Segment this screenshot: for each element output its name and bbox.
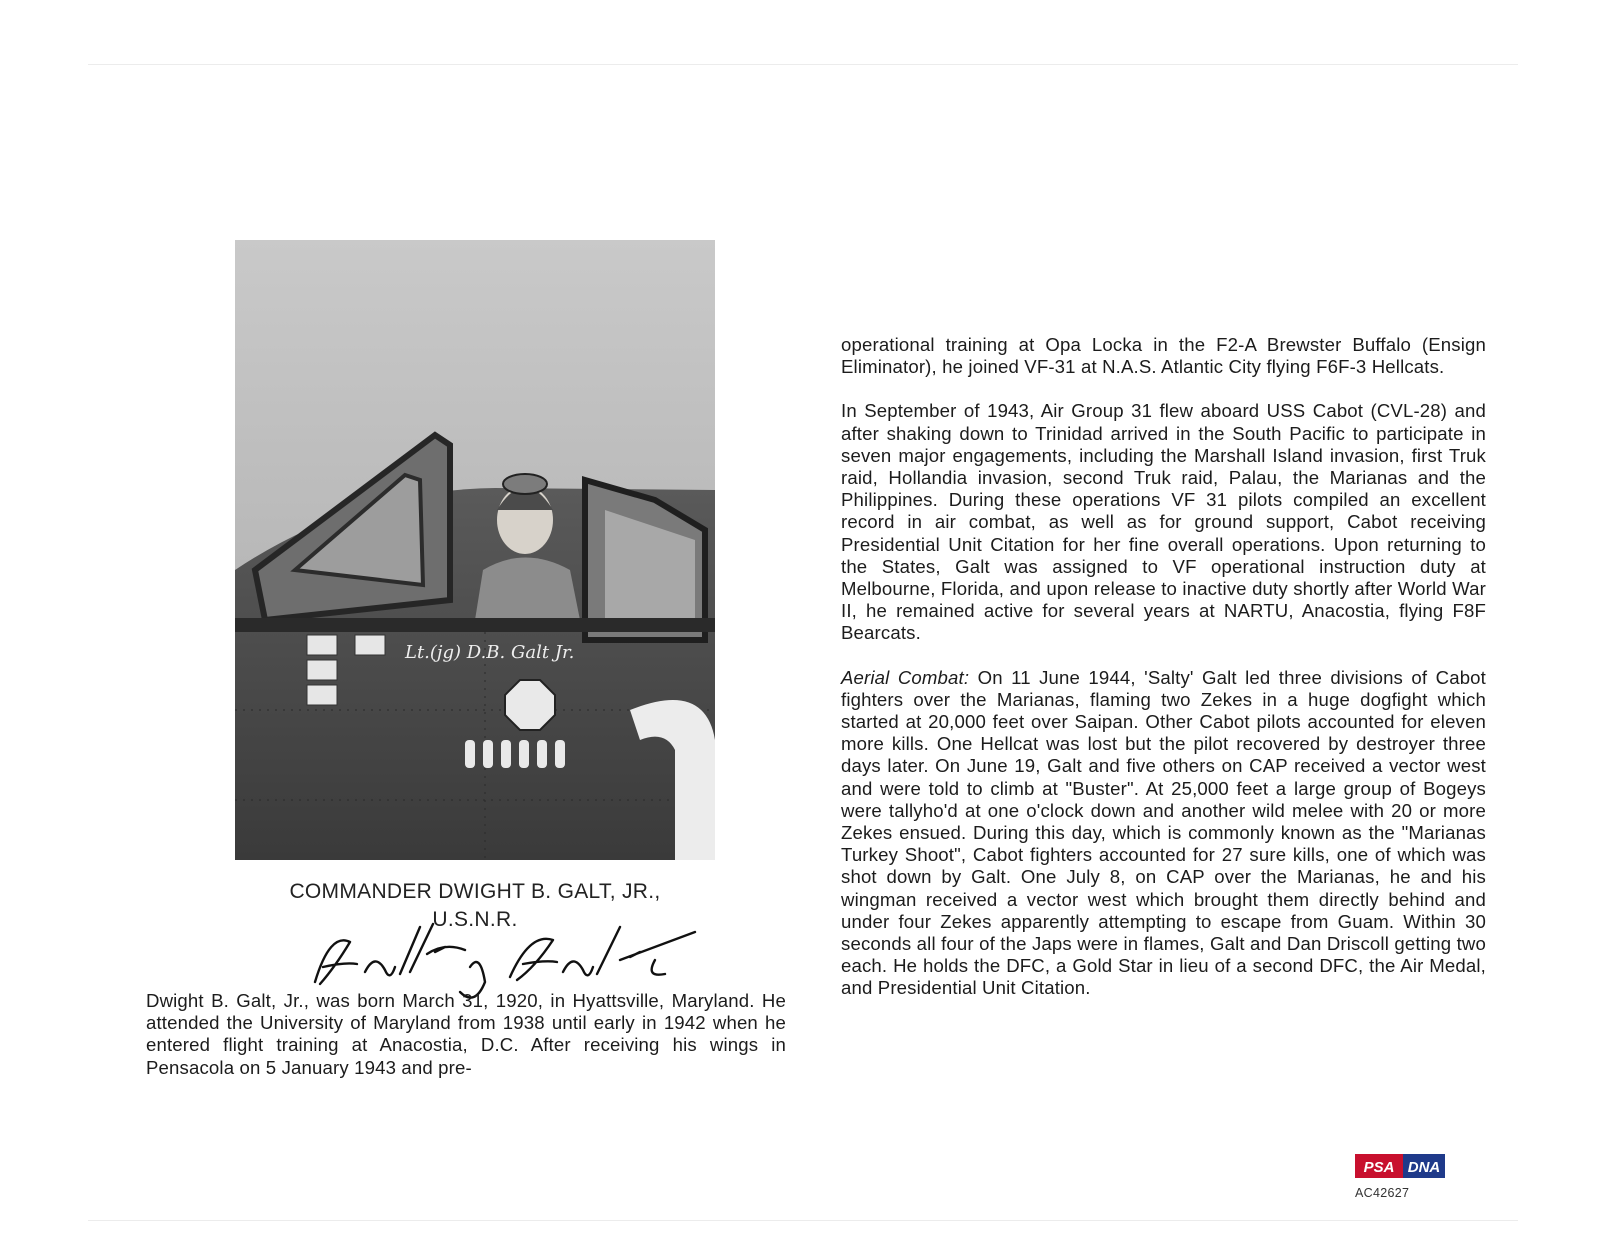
psa-dna-logo bbox=[1355, 1154, 1445, 1178]
caption-rank: U.S.N.R. bbox=[432, 908, 518, 931]
bio-paragraph-service: In September of 1943, Air Group 31 flew aboard USS Cabot (CVL-28) and after shaking down to Trinidad arrived in the South Pacific to participate in seven major engagements, including the Marshall Island invasion, first Truk raid, Hollandia invasion, second Truk raid, Palau, the Marianas and the Philippines. During these operations VF 31 pilots compiled an excellent record in air combat, as well as for ground support, Cabot receiving Presidential Unit Citation for her fine overall operations. Upon returning to the States, Galt was assigned to VF operational instruction duty at Melbourne, Florida, and upon release to inactive duty shortly after World War II, he remained active for several years at NARTU, Anacostia, flying F8F Bearcats. bbox=[841, 400, 1486, 644]
top-divider bbox=[88, 64, 1518, 65]
bio-paragraph-combat bbox=[841, 667, 1486, 1000]
bottom-divider bbox=[88, 1220, 1518, 1221]
svg-text:PSA: PSA bbox=[1363, 1159, 1395, 1176]
pilot-photo bbox=[235, 240, 715, 860]
svg-text:DNA: DNA bbox=[1407, 1159, 1441, 1176]
autograph-signature bbox=[295, 912, 725, 1002]
bio-right-column bbox=[841, 334, 1486, 1022]
certificate-number: AC42627 bbox=[1355, 1186, 1410, 1200]
aerial-combat-lead: Aerial Combat: bbox=[841, 666, 970, 688]
aerial-combat-text: On 11 June 1944, 'Salty' Galt led three divisions of Cabot fighters over the Marianas, flaming two Zekes in a huge dogfight which started at 20,000 feet over Saipan. Other Cabot pilots accounted for eleven more kills. One Hellcat was lost but the pilot recovered by destroyer three days later. On June 19, Galt and five others on CAP received a vector west and were told to climb at "Buster". At 25,000 feet a large group of Bogeys were tallyho'd at one o'clock down and another wild melee with 20 or more Zekes ensued. During this day, which is commonly known as the "Marianas Turkey Shoot", Cabot fighters accounted for 27 sure kills, one of which was shot down by Galt. One July 8, on CAP over the Marianas, he and his wingman received a vector west which brought them directly behind and under four Zekes apparently attempting to escape from Guam. Within 30 seconds all four of the Japs were in flames, Galt and Dan Driscoll getting two each. He holds the DFC, a Gold Star in lieu of a second DFC, the Air Medal, and Presidential Unit Citation. bbox=[841, 666, 1486, 999]
bio-paragraph-training: operational training at Opa Locka in the F2-A Brewster Buffalo (Ensign Eliminator), he joined VF-31 at N.A.S. Atlantic City flying F6F-3 Hellcats. bbox=[841, 334, 1486, 378]
cockpit-illustration bbox=[235, 240, 715, 860]
nose-art-name: Lt.(jg) D.B. Galt Jr. bbox=[405, 642, 575, 663]
bio-paragraph-left: Dwight B. Galt, Jr., was born March 31, 1920, in Hyattsville, Maryland. He attended the University of Maryland from 1938 until early in 1942 when he entered flight training at Anacostia, D.C. After receiving his wings in Pensacola on 5 January 1943 and pre- bbox=[146, 990, 786, 1078]
caption-title: COMMANDER DWIGHT B. GALT, JR., bbox=[289, 880, 661, 903]
